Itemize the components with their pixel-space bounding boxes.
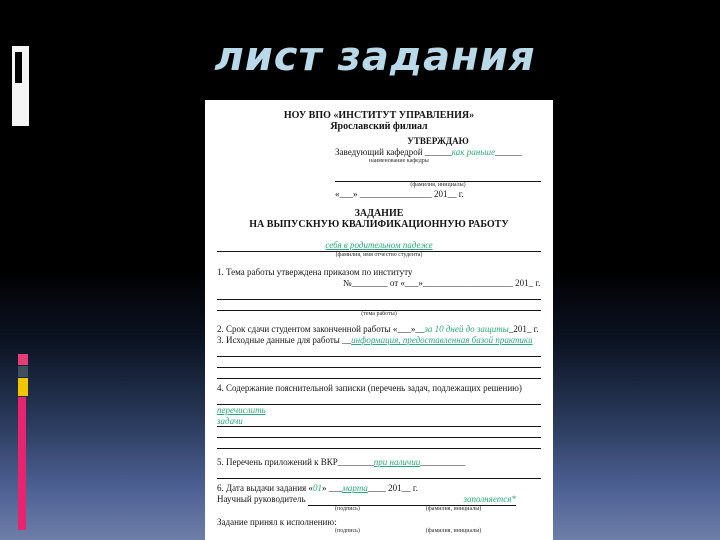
head-of-dept-row — [335, 147, 541, 158]
sign-caption-2: (подпись) — [335, 528, 360, 534]
annotation-head-of-dept: как раньше — [451, 147, 496, 157]
annotation-source-data: информация, предоставленная базой практики — [351, 335, 533, 345]
accept-captions — [217, 528, 541, 535]
item3-blank: __ — [342, 335, 352, 345]
item4-line-4 — [217, 438, 541, 449]
item5-blank-pre: ________ — [337, 457, 374, 467]
annotation-issue-month: марта — [342, 483, 368, 493]
approve-date-row: «___» ________________ 201__ г. — [335, 189, 464, 199]
item4-line-1 — [217, 394, 541, 405]
decor-bar-magenta — [18, 397, 26, 530]
name-caption: (фамилия, инициалы) — [410, 182, 466, 188]
decor-square-slate — [18, 366, 28, 377]
student-caption: (фамилия, имя отчество студента) — [335, 252, 423, 258]
theme-line-1 — [217, 289, 541, 300]
fio-caption-2: (фамилия, инициалы) — [425, 528, 482, 534]
fio-caption: (фамилия, инициалы) — [425, 506, 482, 512]
item5-label: 5. Перечень приложений к ВКР — [217, 457, 338, 467]
theme-caption: (тема работы) — [361, 311, 397, 317]
item4-line-2 — [217, 416, 541, 427]
head-of-dept-label: Заведующий кафедрой — [335, 147, 425, 157]
left-accent-bar — [15, 52, 22, 83]
left-accent-strip — [12, 46, 29, 126]
item3-line-3 — [217, 368, 541, 379]
supervisor-captions — [217, 506, 541, 513]
item2-label: 2. Срок сдачи студентом законченной работы «___»__ — [217, 324, 425, 334]
dept-caption: наименование кафедры — [369, 158, 429, 164]
student-name-line — [217, 240, 541, 252]
accept-label: Задание принял к исполнению: — [217, 517, 337, 527]
approve-label: УТВЕРЖДАЮ — [407, 136, 469, 146]
annotation-list-tasks-2: задачи — [217, 416, 243, 426]
item5-blank-post: __________ — [420, 457, 466, 467]
item5-row — [217, 457, 541, 468]
theme-line-2 — [217, 300, 541, 311]
name-ruled-line — [335, 171, 541, 182]
task-sheet-document — [205, 100, 553, 540]
annotation-issue-day: 01 — [312, 483, 322, 493]
head-blank-pre: ______ — [424, 147, 452, 157]
item4-label: 4. Содержание пояснительной записки (перечень задач, подлежащих решению) — [217, 383, 522, 393]
annotation-list-tasks-1: перечислить — [217, 405, 266, 415]
annotation-student-name: себя в родительном падеже — [325, 240, 433, 250]
approve-block — [335, 136, 541, 200]
decor-square-yellow — [18, 378, 28, 396]
item2-row — [217, 324, 541, 335]
doc-title-line1: ЗАДАНИЕ — [354, 208, 404, 219]
decor-square-pink — [18, 354, 28, 365]
item3-label: 3. Исходные данные для работы — [217, 335, 343, 345]
annotation-supervisor: заполняется* — [463, 494, 516, 504]
item4-line-3 — [217, 427, 541, 438]
item3-row — [217, 335, 541, 346]
supervisor-row — [217, 494, 541, 506]
annotation-deadline: за 10 дней до защиты — [424, 324, 509, 334]
item6-mid: » ___ — [321, 483, 343, 493]
item6-label: 6. Дата выдачи задания « — [217, 483, 313, 493]
head-blank-post: ______ — [495, 147, 523, 157]
item3-line-1 — [217, 346, 541, 357]
doc-branch: Ярославский филиал — [330, 121, 428, 132]
item6-post: ____ 201__ г. — [367, 483, 418, 493]
doc-title-line2: НА ВЫПУСКНУЮ КВАЛИФИКАЦИОННУЮ РАБОТУ — [249, 219, 509, 230]
item3-line-2 — [217, 357, 541, 368]
item2-post: _201_ г. — [508, 324, 539, 334]
item1-order-row: №________ от «___»____________________ 201_ г. — [343, 278, 541, 288]
supervisor-label: Научный руководитель — [217, 494, 308, 504]
supervisor-blank-line — [308, 494, 516, 506]
item6-row — [217, 483, 541, 494]
page-title: лист задания — [214, 34, 536, 80]
item5-line — [217, 468, 541, 479]
item1-label: 1. Тема работы утверждена приказом по институту — [217, 267, 413, 277]
annotation-appendix: при наличии — [373, 457, 421, 467]
doc-org: НОУ ВПО «ИНСТИТУТ УПРАВЛЕНИЯ» — [283, 110, 475, 121]
sign-caption: (подпись) — [335, 506, 360, 512]
